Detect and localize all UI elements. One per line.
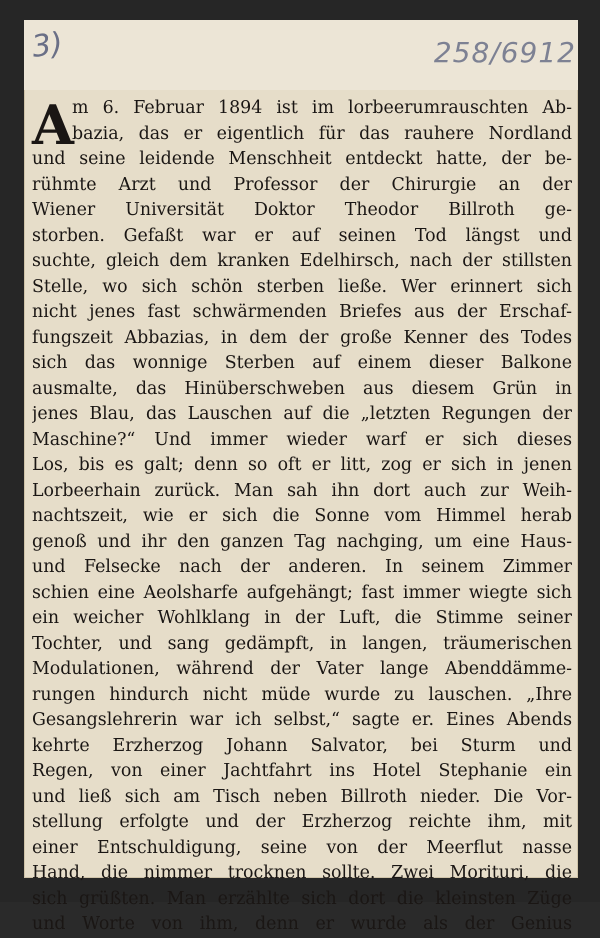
- article-line: Los, bis es galt; denn so oft er litt, zog er sich in jenen: [32, 455, 572, 475]
- article-line: schien eine Aeolsharfe aufgehängt; fast immer wiegte sich: [32, 582, 572, 603]
- article-line: storben. Gefaßt war er auf seinen Tod längst und: [32, 225, 572, 246]
- article-line: und Worte von ihm, denn er wurde als der Genius: [32, 914, 572, 934]
- dropcap: A: [32, 93, 74, 157]
- article-line: Gesangslehrerin war ich selbst,“ sagte er. Eines Abends: [32, 710, 572, 730]
- article-line: Stelle, wo sich schön sterben ließe. Wer erinnert sich: [32, 276, 572, 297]
- article-line: ein weicher Wohlklang in der Luft, die Stimme seiner: [32, 608, 572, 628]
- article-line: nachtszeit, wie er sich die Sonne vom Himmel herab: [32, 506, 572, 526]
- article-line: fungszeit Abbazias, in dem der große Kenner des Todes: [32, 327, 572, 348]
- article-line: stellung erfolgte und der Erzherzog reichte ihm, mit: [32, 812, 572, 832]
- article-line: kehrte Erzherzog Johann Salvator, bei Sturm und: [32, 735, 572, 756]
- article-line: und seine leidende Menschheit entdeckt hatte, der be-: [32, 149, 572, 169]
- article-line: rungen hindurch nicht müde wurde zu lauschen. „Ihre: [32, 684, 572, 705]
- article-line: ausmalte, das Hinüberschweben aus diesem Grün in: [32, 378, 572, 399]
- archive-mark-left: 3): [29, 26, 66, 65]
- article-line: bazia, das er eigentlich für das rauhere Nordland: [72, 123, 572, 144]
- article-line: Wiener Universität Doktor Theodor Billroth ge-: [32, 200, 572, 220]
- article-line: sich grüßten. Man erzählte sich dort die kleinsten Züge: [32, 888, 572, 909]
- article-line: Tochter, und sang gedämpft, in langen, träumerischen: [32, 633, 572, 654]
- clipping-header-strip: [24, 20, 578, 90]
- article-line: genoß und ihr den ganzen Tag nachging, um eine Haus-: [32, 531, 572, 552]
- article-line: m 6. Februar 1894 ist im lorbeerumrauschten Ab-: [72, 98, 572, 118]
- article-line: sich das wonnige Sterben auf einem dieser Balkone: [32, 353, 572, 373]
- article-line: Modulationen, während der Vater lange Abenddämme-: [32, 659, 572, 679]
- article-line: einer Entschuldigung, seine von der Meerflut nasse: [32, 837, 572, 858]
- article-line: rühmte Arzt und Professor der Chirurgie an der: [32, 174, 572, 195]
- article-line: jenes Blau, das Lauschen auf die „letzten Regungen der: [32, 404, 572, 424]
- article-line: Maschine?“ Und immer wieder warf er sich dieses: [32, 429, 572, 450]
- article-text: [32, 93, 572, 938]
- article-line: und ließ sich am Tisch neben Billroth nieder. Die Vor-: [32, 786, 572, 807]
- article-line: Lorbeerhain zurück. Man sah ihn dort auch zur Weih-: [32, 480, 572, 501]
- archive-signature: 258/6912: [433, 36, 576, 69]
- article-line: nicht jenes fast schwärmenden Briefes aus der Erschaf-: [32, 302, 572, 322]
- article-line: Hand, die nimmer trocknen sollte. Zwei Morituri, die: [32, 863, 572, 883]
- article-line: suchte, gleich dem kranken Edelhirsch, nach der stillsten: [32, 251, 572, 271]
- article-line: und Felsecke nach der anderen. In seinem Zimmer: [32, 557, 572, 577]
- article-line: Regen, von einer Jachtfahrt ins Hotel Stephanie ein: [32, 761, 572, 781]
- newspaper-clipping: [24, 20, 578, 934]
